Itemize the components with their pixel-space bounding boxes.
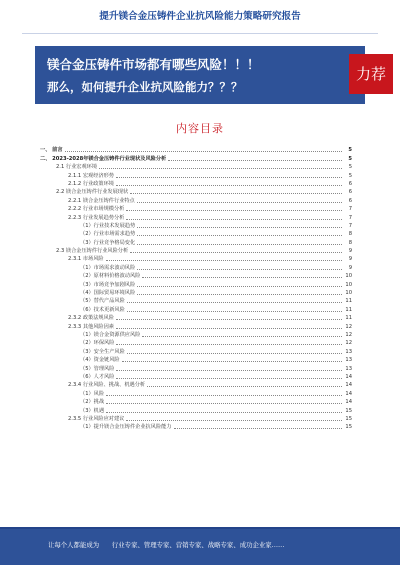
toc-entry-page: 5 <box>348 172 352 179</box>
toc-leader-dots <box>116 328 342 329</box>
toc-entry[interactable] <box>40 415 352 423</box>
toc-entry[interactable] <box>40 205 352 213</box>
toc-entry-label: 2.2 镁合金压铸件行业发展现状 <box>56 189 129 196</box>
toc-entry[interactable] <box>40 163 352 171</box>
toc-entry-label: （6）技术更新风险 <box>80 306 125 313</box>
toc-entry[interactable] <box>40 289 352 297</box>
toc-entry-label: （3）市场竞争加剧风险 <box>80 281 136 288</box>
toc-entry[interactable] <box>40 389 352 397</box>
toc-leader-dots <box>126 420 342 421</box>
toc-entry-label: 2.3.3 其他风险因素 <box>68 323 114 330</box>
toc-entry-page: 13 <box>345 357 352 364</box>
toc-entry-page: 7 <box>348 214 352 221</box>
toc-entry[interactable] <box>40 255 352 263</box>
toc-entry-label: （1）镁合金资源供应风险 <box>80 331 141 338</box>
toc-entry[interactable] <box>40 406 352 414</box>
toc-entry-label: 2.3.5 行业风险应对建议 <box>68 415 125 422</box>
toc-leader-dots <box>142 336 342 337</box>
toc-entry-label: 2.1.1 宏观经济形势 <box>68 172 114 179</box>
toc-entry-page: 8 <box>348 231 352 238</box>
toc-entry[interactable] <box>40 331 352 339</box>
toc-entry-page: 10 <box>345 290 352 297</box>
toc-leader-dots <box>137 227 342 228</box>
toc-entry-label: 2.3.4 行业风险、挑战、机遇分析 <box>68 382 146 389</box>
toc-entry-label: 2.1.2 行业政策环境 <box>68 180 114 187</box>
toc-entry-page: 10 <box>345 281 352 288</box>
toc-leader-dots <box>65 151 342 152</box>
toc-entry-label: （2）挑战 <box>80 399 105 406</box>
toc-entry-page: 10 <box>345 273 352 280</box>
toc-entry[interactable] <box>40 280 352 288</box>
toc-leader-dots <box>116 319 342 320</box>
toc-entry[interactable] <box>40 356 352 364</box>
toc-entry[interactable] <box>40 297 352 305</box>
toc-leader-dots <box>116 177 342 178</box>
toc-entry[interactable] <box>40 373 352 381</box>
toc-entry-page: 12 <box>345 340 352 347</box>
banner-headline: 镁合金压铸件市场都有哪些风险！！！ <box>47 57 260 72</box>
toc-entry[interactable] <box>40 196 352 204</box>
toc-entry-page: 6 <box>348 189 352 196</box>
toc-entry-page: 14 <box>345 390 352 397</box>
toc-entry-page: 5 <box>348 147 352 154</box>
toc-entry[interactable] <box>40 263 352 271</box>
toc-leader-dots <box>137 294 342 295</box>
toc-entry-label: （4）国际贸易环境风险 <box>80 290 136 297</box>
toc-entry[interactable] <box>40 398 352 406</box>
report-header-title: 提升镁合金压铸件企业抗风险能力策略研究报告 <box>0 0 400 36</box>
toc-entry-label: （6）人才风险 <box>80 373 115 380</box>
toc-leader-dots <box>137 286 342 287</box>
toc-leader-dots <box>137 235 342 236</box>
toc-entry-label: （5）替代产品风险 <box>80 298 125 305</box>
toc-leader-dots <box>106 412 342 413</box>
toc-leader-dots <box>127 302 342 303</box>
toc-leader-dots <box>99 168 342 169</box>
toc-entry-label: （1）风险 <box>80 390 105 397</box>
header-divider <box>22 33 378 34</box>
toc-leader-dots <box>137 202 342 203</box>
toc-entry[interactable] <box>40 247 352 255</box>
toc-entry-page: 12 <box>345 331 352 338</box>
toc-entry-label: 2.3.1 市场风险 <box>68 256 104 263</box>
toc-entry-page: 5 <box>348 164 352 171</box>
toc-entry-label: 2.2.3 行业发展趋势分析 <box>68 214 125 221</box>
toc-entry-page: 13 <box>345 365 352 372</box>
table-of-contents <box>40 146 352 431</box>
toc-entry-page: 7 <box>348 222 352 229</box>
toc-entry-label: （2）原材料价格波动风险 <box>80 273 141 280</box>
toc-entry-label: 2.2.2 行业市场规模分析 <box>68 206 125 213</box>
promo-banner <box>35 46 365 104</box>
toc-leader-dots <box>106 403 342 404</box>
toc-entry[interactable] <box>40 322 352 330</box>
toc-leader-dots <box>116 370 342 371</box>
toc-title: 内容目录 <box>176 122 224 135</box>
toc-leader-dots <box>116 185 342 186</box>
toc-entry-page: 14 <box>345 382 352 389</box>
toc-leader-dots <box>127 311 342 312</box>
toc-entry[interactable] <box>40 381 352 389</box>
toc-entry-page: 5 <box>348 155 352 162</box>
toc-entry-page: 9 <box>348 264 352 271</box>
toc-entry-page: 14 <box>345 373 352 380</box>
toc-entry-label: （2）行业市场需求趋势 <box>80 231 136 238</box>
toc-entry-label: （1）市场需求波动风险 <box>80 264 136 271</box>
toc-leader-dots <box>116 344 342 345</box>
toc-entry-page: 11 <box>345 298 352 305</box>
toc-entry-page: 6 <box>348 197 352 204</box>
toc-entry[interactable] <box>40 364 352 372</box>
toc-leader-dots <box>106 395 342 396</box>
toc-entry-page: 7 <box>348 206 352 213</box>
footer-slogan: 让每个人都能成为 行业专家、管理专家、营销专家、战略专家、成功企业家…… <box>48 541 285 549</box>
toc-entry[interactable] <box>40 180 352 188</box>
toc-entry[interactable] <box>40 305 352 313</box>
toc-entry-label: （2）环保风险 <box>80 340 115 347</box>
toc-entry[interactable] <box>40 238 352 246</box>
toc-leader-dots <box>130 193 342 194</box>
toc-entry-page: 11 <box>345 306 352 313</box>
toc-entry[interactable] <box>40 272 352 280</box>
toc-entry-label: 2.2.1 镁合金压铸件行业特点 <box>68 197 135 204</box>
footer-bar <box>0 527 400 565</box>
toc-entry-page: 15 <box>345 424 352 431</box>
toc-entry-label: （3）行业竞争格局变化 <box>80 239 136 246</box>
toc-entry[interactable] <box>40 347 352 355</box>
toc-entry-label: 2.3.2 政策法规风险 <box>68 315 114 322</box>
toc-entry-label: （3）安全生产风险 <box>80 348 125 355</box>
recommend-badge: 力荐 <box>349 54 393 94</box>
toc-entry[interactable] <box>40 230 352 238</box>
toc-entry-label: 2.1 行业宏观环境 <box>56 164 98 171</box>
banner-subheadline: 那么，如何提升企业抗风险能力？？？ <box>47 80 243 94</box>
toc-entry[interactable] <box>40 314 352 322</box>
toc-leader-dots <box>126 219 342 220</box>
toc-entry-label: （1）提升镁合金压铸件企业抗风险能力 <box>80 424 172 431</box>
toc-leader-dots <box>106 260 342 261</box>
toc-entry[interactable] <box>40 222 352 230</box>
toc-entry-page: 6 <box>348 180 352 187</box>
toc-leader-dots <box>127 353 342 354</box>
toc-leader-dots <box>142 277 342 278</box>
toc-entry-label: （3）机遇 <box>80 407 105 414</box>
toc-entry-label: 2.3 镁合金压铸件行业风险分析 <box>56 248 129 255</box>
toc-leader-dots <box>137 269 342 270</box>
toc-entry[interactable] <box>40 188 352 196</box>
footer-divider <box>0 527 400 529</box>
toc-entry[interactable] <box>40 213 352 221</box>
toc-entry-page: 15 <box>345 407 352 414</box>
toc-entry-page: 9 <box>348 248 352 255</box>
toc-entry[interactable] <box>40 339 352 347</box>
toc-leader-dots <box>122 361 342 362</box>
toc-leader-dots <box>147 386 342 387</box>
toc-entry-label: （4）资金链风险 <box>80 357 120 364</box>
toc-entry-label: 二、 2023-2028年镁合金压铸件行业现状及风险分析 <box>40 155 167 162</box>
toc-entry-page: 12 <box>345 323 352 330</box>
toc-leader-dots <box>130 252 342 253</box>
toc-entry-label: 一、 前言 <box>40 147 63 154</box>
toc-entry-label: （1）行业技术发展趋势 <box>80 222 136 229</box>
toc-entry-page: 8 <box>348 239 352 246</box>
toc-entry-page: 9 <box>348 256 352 263</box>
toc-entry[interactable] <box>40 154 352 162</box>
toc-entry-page: 13 <box>345 348 352 355</box>
toc-entry[interactable] <box>40 171 352 179</box>
toc-leader-dots <box>126 210 342 211</box>
toc-entry-label: （5）管理风险 <box>80 365 115 372</box>
toc-entry-page: 14 <box>345 399 352 406</box>
toc-leader-dots <box>168 160 342 161</box>
toc-entry[interactable] <box>40 146 352 154</box>
toc-leader-dots <box>116 378 342 379</box>
toc-entry[interactable] <box>40 423 352 431</box>
toc-leader-dots <box>174 428 343 429</box>
toc-leader-dots <box>137 244 342 245</box>
toc-entry-page: 15 <box>345 415 352 422</box>
toc-entry-page: 11 <box>345 315 352 322</box>
